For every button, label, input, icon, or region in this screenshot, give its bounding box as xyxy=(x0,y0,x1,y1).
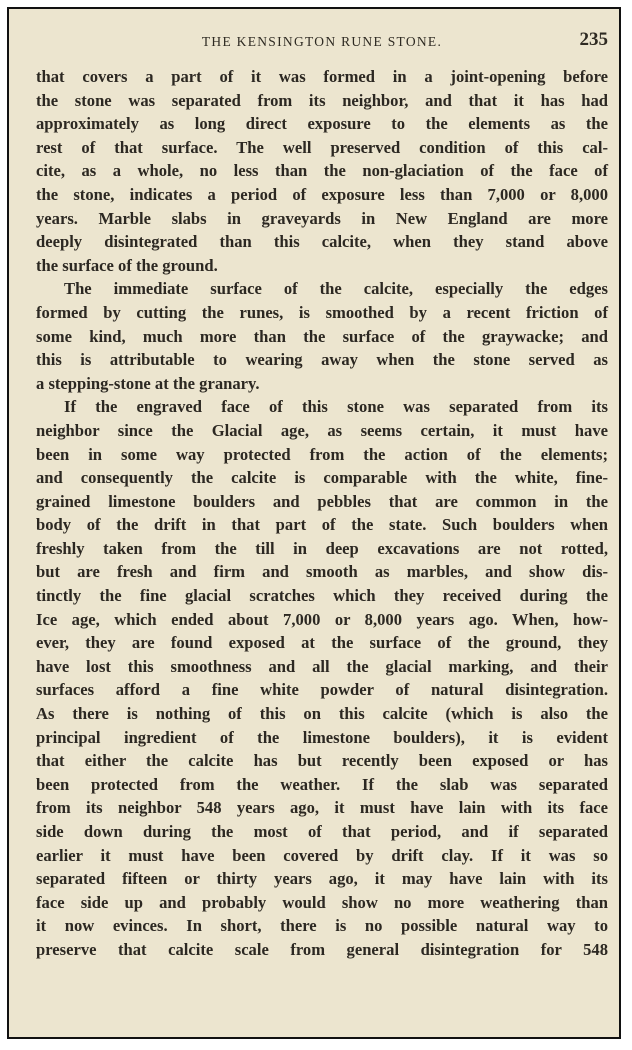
text-line: If the engraved face of this stone was separated from its xyxy=(64,397,608,417)
text-line: rest of that surface. The well preserved condition of this cal- xyxy=(36,137,608,157)
text-line: have lost this smoothness and all the glacial marking, and their xyxy=(36,656,608,676)
text-line: the stone was separated from its neighbor, and that it has had xyxy=(36,90,608,110)
text-line: surfaces afford a fine white powder of natural disintegration. xyxy=(36,680,608,700)
text-line: the stone, indicates a period of exposure less than 7,000 or 8,000 xyxy=(36,184,608,204)
text-line: As there is nothing of this on this calcite (which is also the xyxy=(36,704,608,724)
text-line: neighbor since the Glacial age, as seems certain, it must have xyxy=(36,420,608,440)
text-line: side down during the most of that period, and if separated xyxy=(36,822,608,841)
text-line: freshly taken from the till in deep excavations are not rotted, xyxy=(36,538,608,558)
text-line: body of the drift in that part of the state. Such boulders when xyxy=(36,515,608,535)
text-line: been in some way protected from the action of the elements; xyxy=(36,444,608,464)
text-line: earlier it must have been covered by drift clay. If it was so xyxy=(36,845,608,865)
text-line: some kind, much more than the surface of the graywacke; and xyxy=(36,326,608,346)
text-line: deeply disintegrated than this calcite, when they stand above xyxy=(36,232,608,252)
text-line: from its neighbor 548 years ago, it must have lain with its face xyxy=(36,798,608,818)
text-line: and consequently the calcite is comparable with the white, fine- xyxy=(36,468,608,488)
body-text xyxy=(36,65,608,962)
running-head xyxy=(36,27,608,57)
text-line: ever, they are found exposed at the surface of the ground, they xyxy=(36,633,608,653)
text-line: been protected from the weather. If the slab was separated xyxy=(36,774,608,794)
text-line: the surface of the ground. xyxy=(36,255,218,275)
text-line: approximately as long direct exposure to the elements as the xyxy=(36,114,608,134)
text-line: years. Marble slabs in graveyards in New England are more xyxy=(36,208,608,228)
text-line: a stepping-stone at the granary. xyxy=(36,373,260,393)
text-line: that either the calcite has but recently been exposed or has xyxy=(36,751,608,771)
text-line: it now evinces. In short, there is no possible natural way to xyxy=(36,916,608,936)
text-line: tinctly the fine glacial scratches which they received during the xyxy=(36,586,608,606)
page-frame xyxy=(7,7,621,1039)
text-line: cite, as a whole, no less than the non-glaciation of the face of xyxy=(36,161,608,181)
text-line: The immediate surface of the calcite, especially the edges xyxy=(64,279,608,299)
text-line: separated fifteen or thirty years ago, it may have lain with its xyxy=(36,869,608,889)
text-line: that covers a part of it was formed in a joint-opening before xyxy=(36,67,608,86)
text-line: this is attributable to wearing away when the stone served as xyxy=(36,350,608,370)
page-number: 235 xyxy=(579,29,608,50)
text-line: preserve that calcite scale from general disintegration for 548 xyxy=(36,939,608,959)
text-line: formed by cutting the runes, is smoothed by a recent friction of xyxy=(36,302,608,322)
running-head-title: THE KENSINGTON RUNE STONE. xyxy=(201,34,443,49)
text-line: grained limestone boulders and pebbles that are common in the xyxy=(36,491,608,511)
text-line: face side up and probably would show no more weathering than xyxy=(36,892,608,912)
text-line: Ice age, which ended about 7,000 or 8,000 years ago. When, how- xyxy=(36,609,608,629)
book-page xyxy=(36,27,608,962)
text-line: but are fresh and firm and smooth as marbles, and show dis- xyxy=(36,562,608,582)
text-line: principal ingredient of the limestone boulders), it is evident xyxy=(36,727,608,747)
